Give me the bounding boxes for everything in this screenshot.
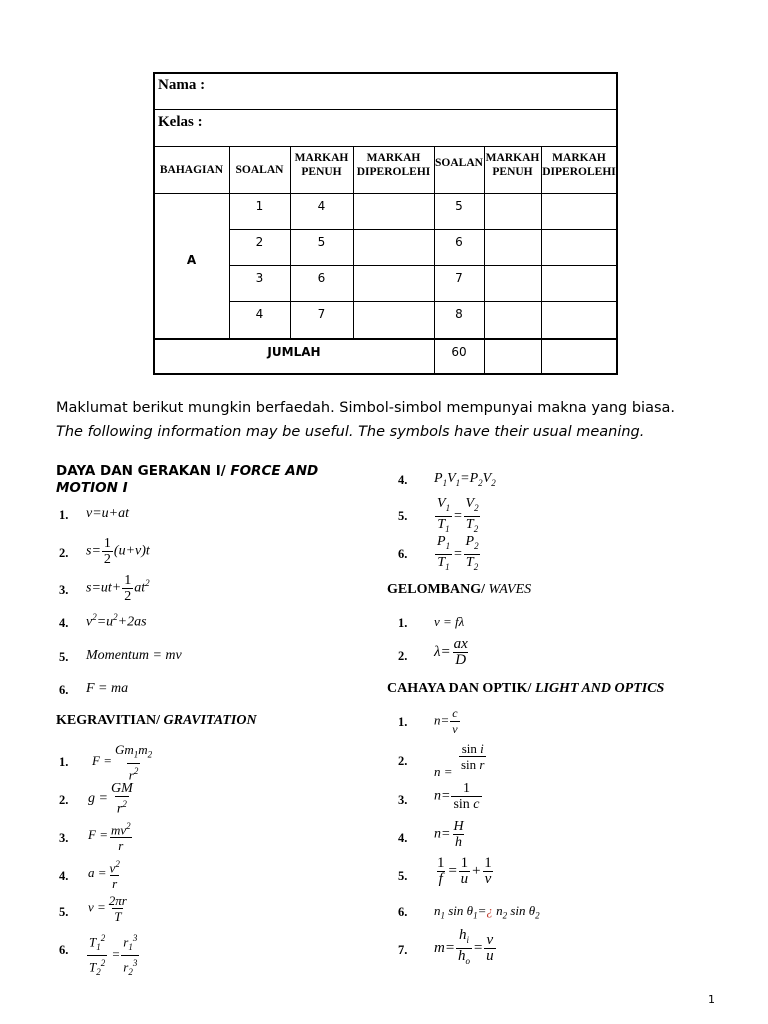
row-soalan: 1: [255, 199, 264, 213]
formula-lens-equation: $\frac{1}{f}$ = $\frac{1}{u}$ + $\frac{1}{v}$: [437, 855, 492, 887]
row-penuh: 5: [317, 235, 326, 249]
formula-kepler-third-law: $\frac{T_1^2}{T_2^2}$ = $\frac{r_1^3}{r_2^3}$: [86, 931, 140, 980]
row-soalan: 3: [255, 271, 264, 285]
item-number: 2.: [59, 546, 69, 560]
row-soalan-2: 6: [455, 235, 463, 249]
formula-v-u-at: v=u+at: [86, 506, 129, 521]
jumlah-label: JUMLAH: [267, 345, 321, 359]
item-number: 4.: [59, 616, 69, 630]
header-markah-diperolehi-2: MARKAH DIPEROLEHI: [542, 152, 616, 178]
item-number: 6.: [59, 683, 69, 697]
item-number: 1.: [398, 715, 408, 729]
item-number: 2.: [398, 649, 408, 663]
section-optics-malay: CAHAYA DAN OPTIK/: [387, 681, 532, 696]
row-soalan: 4: [255, 307, 264, 321]
item-number: 1.: [398, 616, 408, 630]
formula-magnification: m= $\frac{h_i}{h_o}$ = $\frac{v}{u}$: [434, 928, 497, 969]
formula-centripetal-accel: a = $\frac{v^2}{r}$: [88, 859, 120, 892]
item-number: 1.: [59, 508, 69, 522]
formula-interference: λ= $\frac{ax}{D}$: [434, 636, 468, 668]
kelas-label: Kelas :: [158, 114, 203, 130]
item-number: 2.: [59, 793, 69, 807]
formula-boyle: $P_1V_1=P_2V_2$: [434, 471, 496, 488]
row-penuh: 7: [317, 307, 326, 321]
item-number: 1.: [59, 755, 69, 769]
formula-force: F = ma: [86, 681, 129, 696]
section-a-label: A: [186, 253, 197, 267]
section-gravitation: [56, 713, 257, 729]
formula-g-gm-r2: g = $\frac{GM}{r^2}$: [88, 781, 133, 817]
formula-v2-u2-2as: $v^2=u^2+2as$: [86, 612, 147, 630]
item-number: 4.: [398, 473, 408, 487]
section-waves: [387, 582, 531, 598]
score-table: [153, 72, 618, 375]
table-line: [154, 109, 617, 110]
row-penuh: 6: [317, 271, 326, 285]
row-soalan-2: 8: [455, 307, 463, 321]
item-number: 6.: [398, 547, 408, 561]
header-markah-penuh-2: MARKAH PENUH: [485, 152, 540, 178]
row-soalan: 2: [255, 235, 264, 249]
formula-critical-angle: n= $\frac{1}{\text{sin c}}$: [434, 781, 480, 812]
formula-snell-sine: $n_1$ $\sin \theta_1=¿$ $n_2$ $\sin \theta_2$: [434, 903, 540, 921]
section-force-motion-english: FORCE AND MOTION I: [56, 463, 319, 496]
item-number: 5.: [398, 509, 408, 523]
jumlah-value: 60: [451, 345, 467, 359]
header-soalan-2: SOALAN: [435, 157, 483, 169]
section-force-motion-malay: DAYA DAN GERAKAN I/: [56, 463, 226, 479]
item-number: 4.: [398, 831, 408, 845]
section-optics-english: LIGHT AND OPTICS: [534, 681, 665, 696]
formula-refractive-index: n= $\frac{c}{v}$: [434, 706, 458, 736]
header-soalan: SOALAN: [235, 163, 284, 176]
formula-gravity-force: F = $\frac{Gm_1m_2}{r^2}$: [92, 742, 153, 782]
formula-s-ut-half-at2: s=ut+ $\frac{1}{2}$ $at^2$: [86, 573, 150, 604]
header-markah-diperolehi: MARKAH DIPEROLEHI: [356, 152, 431, 178]
section-waves-english: WAVES: [488, 582, 532, 597]
item-number: 3.: [398, 793, 408, 807]
formula-pressure-law: $\frac{P_1}{T_1}$ = $\frac{P_2}{T_2}$: [434, 534, 482, 575]
item-number: 5.: [398, 869, 408, 883]
intro-english: The following information may be useful. The symbols have their usual meaning.: [56, 424, 645, 440]
formula-s-half-uv-t: s= $\frac{1}{2}$ (u+v)t: [86, 536, 150, 567]
formula-charles: $\frac{V_1}{T_1}$ = $\frac{V_2}{T_2}$: [434, 496, 482, 537]
item-number: 4.: [59, 869, 69, 883]
header-bahagian: BAHAGIAN: [159, 163, 224, 176]
formula-orbital-speed: v = $\frac{2\pi r}{T}$: [88, 893, 127, 924]
nama-label: Nama :: [158, 77, 206, 93]
item-number: 3.: [59, 831, 69, 845]
item-number: 2.: [398, 754, 408, 768]
formula-centripetal-force: F = $\frac{mv^2}{r}$: [88, 821, 131, 854]
row-penuh: 4: [317, 199, 326, 213]
item-number: 6.: [398, 905, 408, 919]
section-gravitation-malay: KEGRAVITIAN/: [56, 713, 160, 728]
row-soalan-2: 5: [455, 199, 463, 213]
section-gravitation-english: GRAVITATION: [163, 713, 257, 728]
section-waves-malay: GELOMBANG/: [387, 582, 486, 597]
table-line: [154, 193, 617, 194]
header-markah-penuh: MARKAH PENUH: [294, 152, 349, 178]
item-number: 3.: [59, 583, 69, 597]
item-number: 6.: [59, 943, 69, 957]
formula-wave-speed: v = fλ: [434, 614, 465, 629]
page-number: 1: [708, 993, 715, 1006]
formula-snell-label: n =: [434, 764, 453, 779]
formula-momentum: Momentum = mv: [86, 648, 182, 663]
formula-snell-fraction: $\frac{\text{sin i}}{\text{sin r}}$: [461, 741, 485, 772]
item-number: 7.: [398, 943, 408, 957]
section-optics: [387, 681, 664, 697]
section-force-motion: [56, 463, 356, 497]
row-soalan-2: 7: [455, 271, 463, 285]
intro-malay: Maklumat berikut mungkin berfaedah. Simbol-simbol mempunyai makna yang biasa.: [56, 400, 675, 416]
item-number: 5.: [59, 650, 69, 664]
item-number: 5.: [59, 905, 69, 919]
formula-apparent-depth: n= $\frac{H}{h}$: [434, 819, 464, 850]
